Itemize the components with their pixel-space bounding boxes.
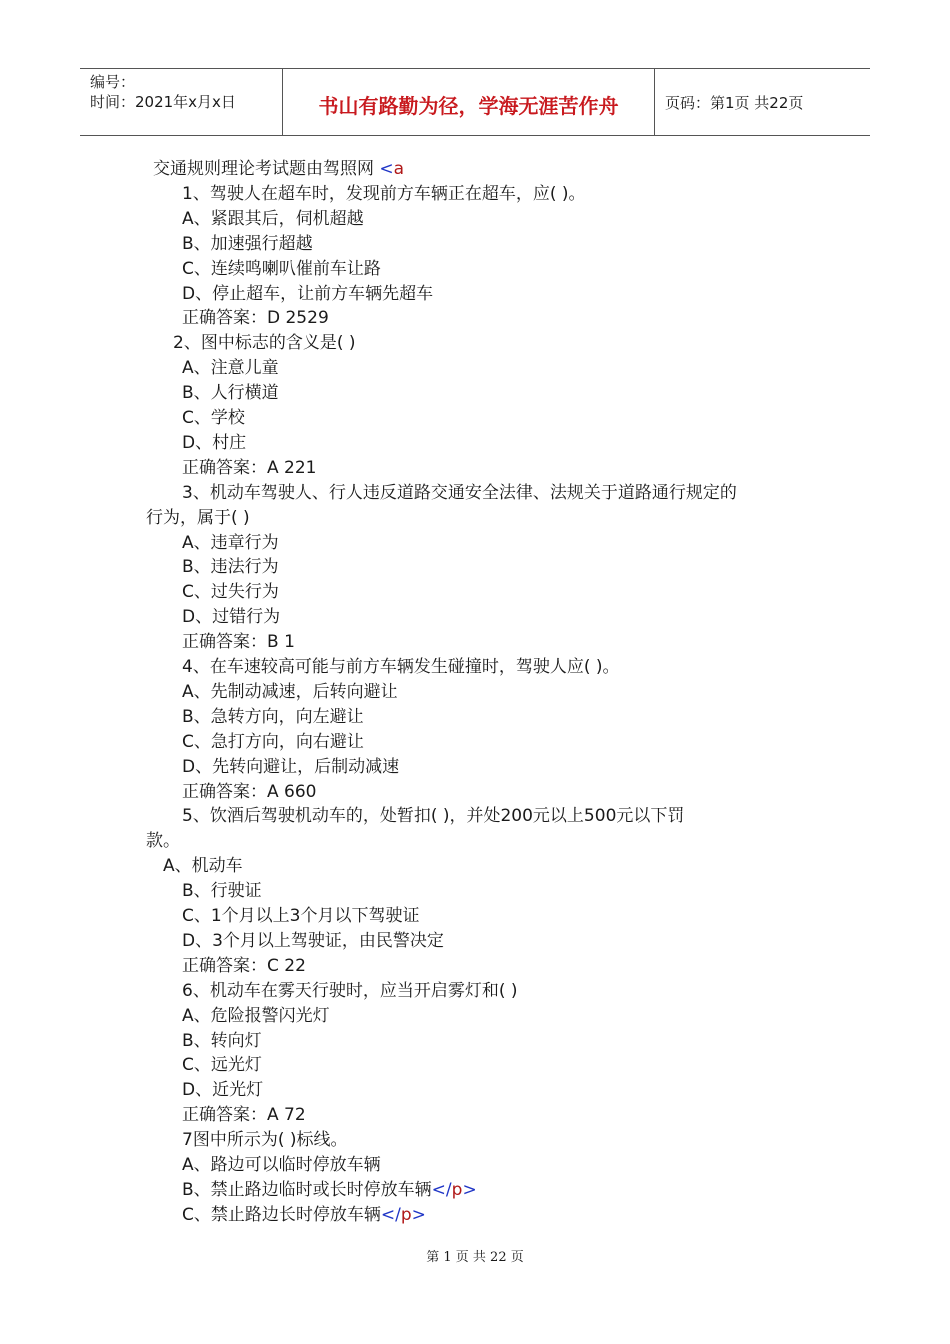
text-line [182,904,420,929]
line-text: 正确答案：D 2529 [182,308,329,328]
text-line [182,929,444,954]
line-text: C、远光灯 [182,1055,262,1075]
line-text: 正确答案：A 72 [182,1105,306,1125]
line-text: 1、驾驶人在超车时，发现前方车辆正在超车，应( )。 [182,184,586,204]
text-line [182,1203,426,1228]
text-line [182,456,316,481]
line-text: D、3个月以上驾驶证，由民警决定 [182,931,444,951]
header-page-info: 页码：第1页 共22页 [665,93,804,112]
text-line [146,506,250,531]
line-text: 6、机动车在雾天行驶时，应当开启雾灯和( ) [182,981,518,1001]
text-line [182,730,364,755]
text-line [182,655,619,680]
text-line [182,282,433,307]
text-line [182,979,517,1004]
text-line [182,755,399,780]
line-text: 款。 [146,831,180,851]
text-line [182,1128,347,1153]
line-text: B、人行横道 [182,383,279,403]
line-text: D、停止超车，让前方车辆先超车 [182,284,434,304]
text-line [182,954,306,979]
line-text: C、1个月以上3个月以下驾驶证 [182,906,420,926]
text-line [173,331,355,356]
line-text: A、路边可以临时停放车辆 [182,1155,381,1175]
line-text: A、紧跟其后，伺机超越 [182,209,364,229]
line-text: D、过错行为 [182,607,281,627]
text-line [182,630,295,655]
line-text: 7图中所示为( )标线。 [182,1130,348,1150]
line-text: 行为，属于( ) [146,508,250,528]
line-text: A、先制动减速，后转向避让 [182,682,398,702]
text-line [182,257,381,282]
html-tag-fragment: </p> [380,1205,426,1225]
line-text: B、禁止路边临时或长时停放车辆 [182,1180,432,1200]
text-line [182,705,364,730]
line-text: 交通规则理论考试题由驾照网 [153,159,380,179]
text-line [182,879,262,904]
text-line [182,207,364,232]
line-text: A、机动车 [163,856,243,876]
line-text: 正确答案：C 22 [182,956,306,976]
line-text: A、危险报警闪光灯 [182,1006,330,1026]
text-line [182,481,737,506]
text-line [182,1078,263,1103]
page-footer: 第 1 页 共 22 页 [426,1250,524,1265]
line-text: B、行驶证 [182,881,262,901]
text-line [182,356,279,381]
text-line [146,829,180,854]
text-line [182,1029,262,1054]
html-tag-fragment: <a [379,159,405,179]
text-line [163,854,243,879]
text-line [182,1103,306,1128]
text-line [182,232,313,257]
text-line [182,804,684,829]
text-line [182,406,245,431]
text-line [182,381,279,406]
time-label: 时间：2021年x月x日 [90,93,236,111]
line-text: 正确答案：A 221 [182,458,317,478]
html-tag-fragment: </p> [431,1180,477,1200]
text-line [182,1004,330,1029]
line-text: A、违章行为 [182,533,279,553]
line-text: D、先转向避让，后制动减速 [182,757,400,777]
text-line [182,1153,381,1178]
line-text: B、急转方向，向左避让 [182,707,364,727]
line-text: 5、饮酒后驾驶机动车的，处暂扣( )，并处200元以上500元以下罚 [182,806,685,826]
text-line [182,1053,262,1078]
line-text: A、注意儿童 [182,358,279,378]
header-meta [80,69,282,135]
text-line [182,306,329,331]
line-text: C、连续鸣喇叭催前车让路 [182,259,381,279]
text-line [182,780,316,805]
line-text: C、急打方向，向右避让 [182,732,364,752]
line-text: 3、机动车驾驶人、行人违反道路交通安全法律、法规关于道路通行规定的 [182,483,737,503]
text-line [182,431,246,456]
line-text: C、过失行为 [182,582,279,602]
line-text: 2、图中标志的含义是( ) [173,333,356,353]
text-line [153,157,404,182]
header-motto: 书山有路勤为径，学海无涯苦作舟 [282,69,655,135]
text-line [182,605,280,630]
text-line [182,580,279,605]
text-line [182,182,585,207]
line-text: D、村庄 [182,433,247,453]
line-text: 正确答案：A 660 [182,782,317,802]
page-header [80,68,870,136]
line-text: 4、在车速较高可能与前方车辆发生碰撞时，驾驶人应( )。 [182,657,620,677]
line-text: C、学校 [182,408,245,428]
line-text: C、禁止路边长时停放车辆 [182,1205,381,1225]
text-line [182,1178,477,1203]
line-text: 正确答案：B 1 [182,632,295,652]
number-label: 编号： [90,73,136,91]
line-text: B、加速强行超越 [182,234,313,254]
text-line [182,531,279,556]
text-line [182,555,279,580]
text-line [182,680,398,705]
line-text: D、近光灯 [182,1080,264,1100]
line-text: B、转向灯 [182,1031,262,1051]
line-text: B、违法行为 [182,557,279,577]
